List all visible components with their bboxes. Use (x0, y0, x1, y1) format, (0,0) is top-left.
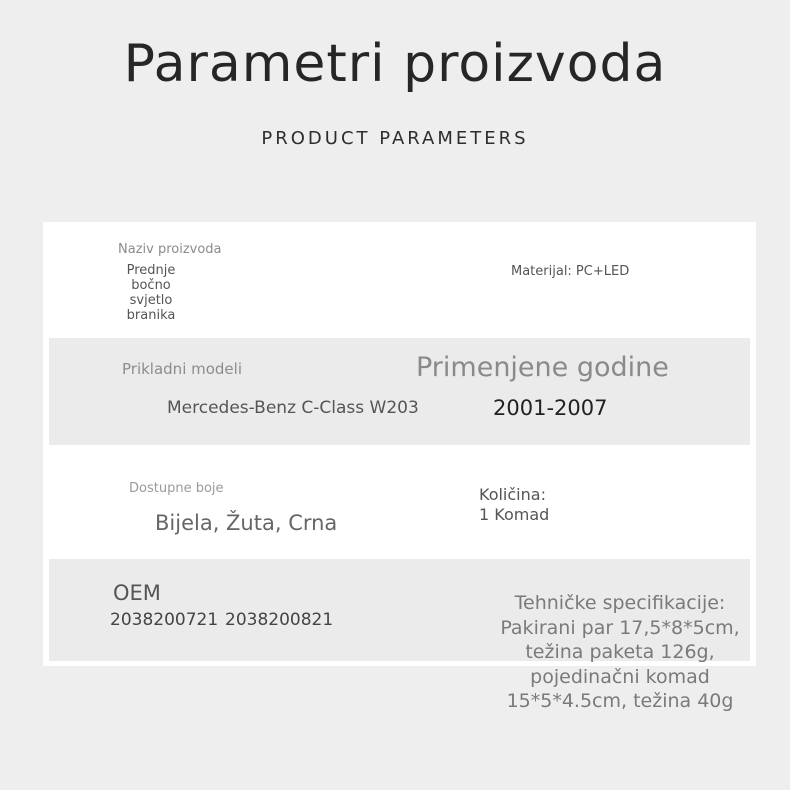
colors-value: Bijela, Žuta, Crna (155, 511, 338, 535)
technical-specifications (480, 591, 760, 714)
spec-line: Pakirani par 17,5*8*5cm, (500, 616, 740, 639)
models-value: Mercedes-Benz C-Class W203 (167, 398, 419, 418)
page-subtitle: PRODUCT PARAMETERS (261, 128, 529, 149)
product-name-line: bočno (131, 278, 171, 293)
oem-code: 2038200821 (225, 610, 334, 630)
spec-line: težina paketa 126g, (525, 641, 715, 663)
quantity-value: 1 Komad (479, 505, 550, 524)
oem-label: OEM (113, 581, 161, 605)
years-label: Primenjene godine (416, 352, 669, 383)
oem-code: 2038200721 (110, 610, 219, 630)
spec-line: pojedinačni komad (530, 665, 710, 688)
product-name-label: Naziv proizvoda (118, 242, 222, 257)
page-title: Parametri proizvoda (123, 34, 667, 94)
material-text: Materijal: PC+LED (511, 264, 630, 279)
years-value: 2001-2007 (493, 396, 608, 420)
product-name-value (110, 263, 192, 323)
product-name-line: branika (126, 308, 176, 323)
spec-line: Tehničke specifikacije: (514, 592, 726, 614)
quantity-label: Količina: (479, 485, 546, 504)
colors-label: Dostupne boje (129, 481, 224, 496)
product-name-line: svjetlo (129, 293, 173, 308)
product-name-line: Prednje (126, 263, 176, 278)
spec-line: 15*5*4.5cm, težina 40g (506, 690, 734, 712)
models-label: Prikladni modeli (122, 360, 242, 378)
